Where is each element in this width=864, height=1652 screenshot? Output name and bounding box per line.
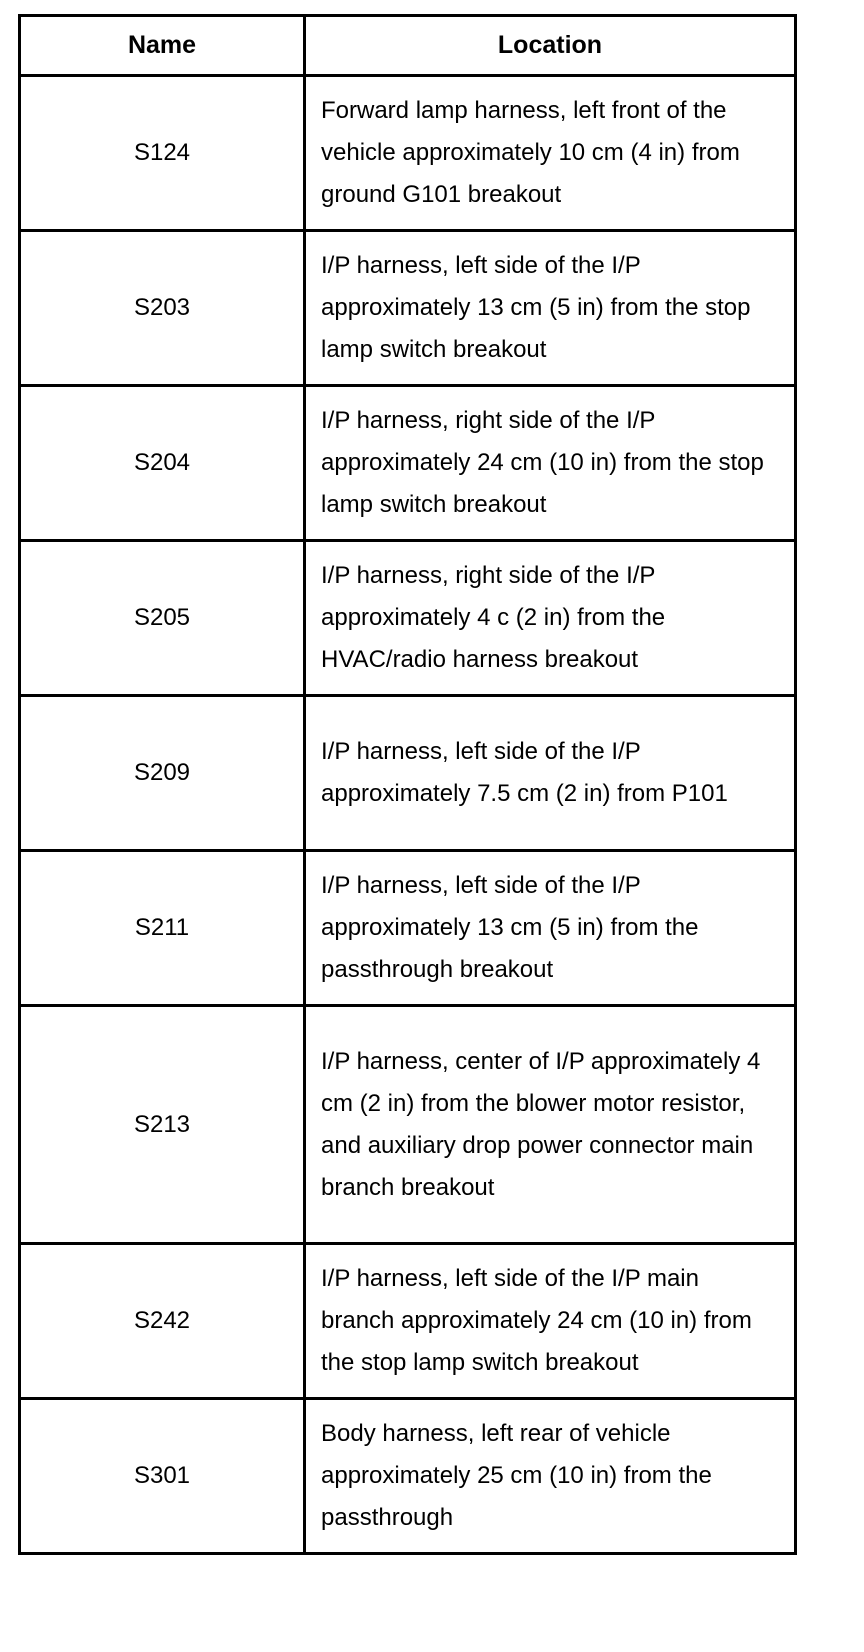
table-row bbox=[20, 851, 796, 1006]
splice-location: I/P harness, right side of the I/P approximately 4 c (2 in) from the HVAC/radio harness breakout bbox=[305, 541, 796, 696]
splice-location: I/P harness, left side of the I/P approximately 13 cm (5 in) from the passthrough breakout bbox=[305, 851, 796, 1006]
splice-location-table bbox=[18, 14, 797, 1555]
name-column-header: Name bbox=[20, 16, 305, 76]
splice-name: S203 bbox=[20, 231, 305, 386]
table-row bbox=[20, 1244, 796, 1399]
splice-name: S204 bbox=[20, 386, 305, 541]
table-row bbox=[20, 231, 796, 386]
header-row bbox=[20, 16, 796, 76]
splice-location: Forward lamp harness, left front of the vehicle approximately 10 cm (4 in) from ground G101 breakout bbox=[305, 76, 796, 231]
splice-name: S205 bbox=[20, 541, 305, 696]
location-column-header: Location bbox=[305, 16, 796, 76]
table-row bbox=[20, 386, 796, 541]
splice-location: I/P harness, left side of the I/P approximately 7.5 cm (2 in) from P101 bbox=[305, 696, 796, 851]
splice-name: S301 bbox=[20, 1399, 305, 1554]
splice-name: S242 bbox=[20, 1244, 305, 1399]
splice-location: I/P harness, left side of the I/P approximately 13 cm (5 in) from the stop lamp switch breakout bbox=[305, 231, 796, 386]
splice-name: S124 bbox=[20, 76, 305, 231]
table-row bbox=[20, 76, 796, 231]
splice-location: I/P harness, left side of the I/P main branch approximately 24 cm (10 in) from the stop lamp switch breakout bbox=[305, 1244, 796, 1399]
table-row bbox=[20, 541, 796, 696]
splice-location: I/P harness, right side of the I/P approximately 24 cm (10 in) from the stop lamp switch breakout bbox=[305, 386, 796, 541]
splice-name: S213 bbox=[20, 1006, 305, 1244]
table-row bbox=[20, 1399, 796, 1554]
table-row bbox=[20, 1006, 796, 1244]
splice-name: S209 bbox=[20, 696, 305, 851]
splice-location: I/P harness, center of I/P approximately 4 cm (2 in) from the blower motor resistor, and auxiliary drop power connector main branch breakout bbox=[305, 1006, 796, 1244]
splice-name: S211 bbox=[20, 851, 305, 1006]
table-row bbox=[20, 696, 796, 851]
splice-location: Body harness, left rear of vehicle approximately 25 cm (10 in) from the passthrough bbox=[305, 1399, 796, 1554]
